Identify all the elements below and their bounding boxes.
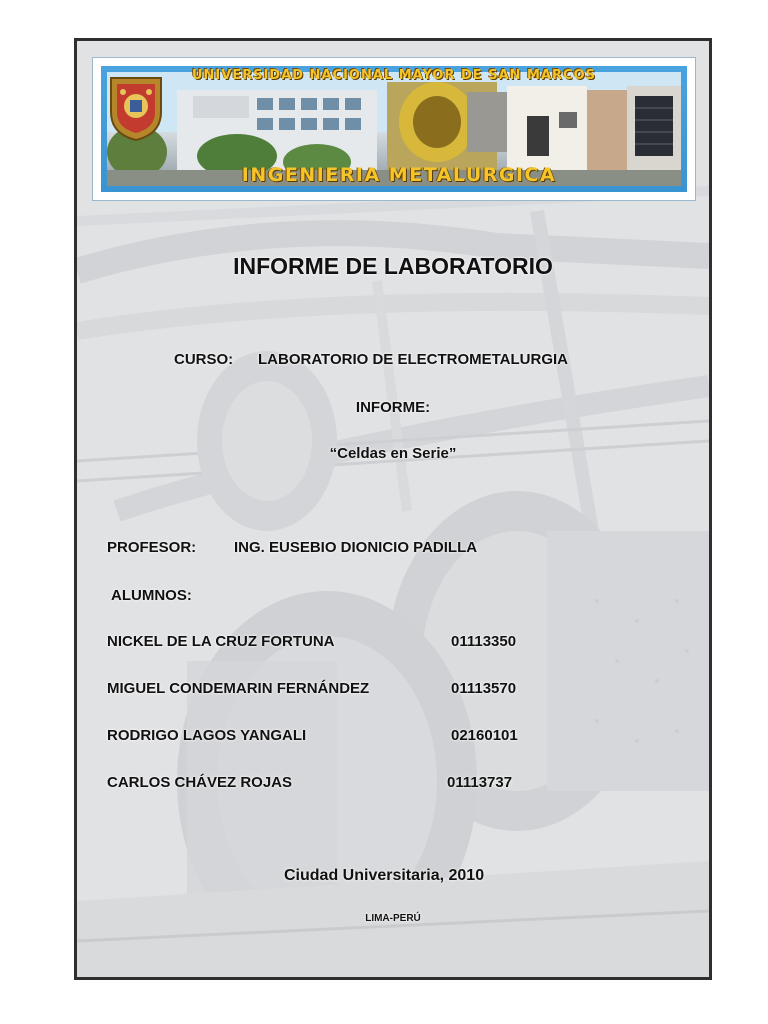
student-name: RODRIGO LAGOS YANGALI: [107, 727, 307, 744]
students-label: ALUMNOS:: [111, 587, 192, 604]
cover-page: [74, 38, 712, 980]
page-title: INFORME DE LABORATORIO: [233, 253, 553, 279]
university-name: UNIVERSIDAD NACIONAL MAYOR DE SAN MARCOS: [192, 68, 596, 83]
place-and-year: Ciudad Universitaria, 2010: [284, 867, 485, 884]
faculty-name: INGENIERIA METALURGICA: [241, 164, 557, 186]
course-value: LABORATORIO DE ELECTROMETALURGIA: [258, 351, 568, 368]
course-label: CURSO:: [174, 351, 234, 368]
professor-name: ING. EUSEBIO DIONICIO PADILLA: [234, 539, 478, 556]
report-label: INFORME:: [355, 399, 431, 416]
student-code: 01113350: [451, 633, 517, 650]
report-title: “Celdas en Serie”: [329, 445, 457, 462]
student-name: NICKEL DE LA CRUZ FORTUNA: [107, 633, 335, 650]
student-name: MIGUEL CONDEMARIN FERNÁNDEZ: [107, 680, 370, 697]
student-code: 02160101: [451, 727, 518, 744]
student-code: 01113570: [451, 680, 517, 697]
city: LIMA-PERÚ: [365, 913, 421, 924]
header-banner: [92, 57, 696, 201]
professor-label: PROFESOR:: [107, 539, 197, 556]
banner-blue-frame: [101, 66, 687, 192]
student-name: CARLOS CHÁVEZ ROJAS: [107, 774, 293, 791]
student-code: 01113737: [447, 774, 513, 791]
